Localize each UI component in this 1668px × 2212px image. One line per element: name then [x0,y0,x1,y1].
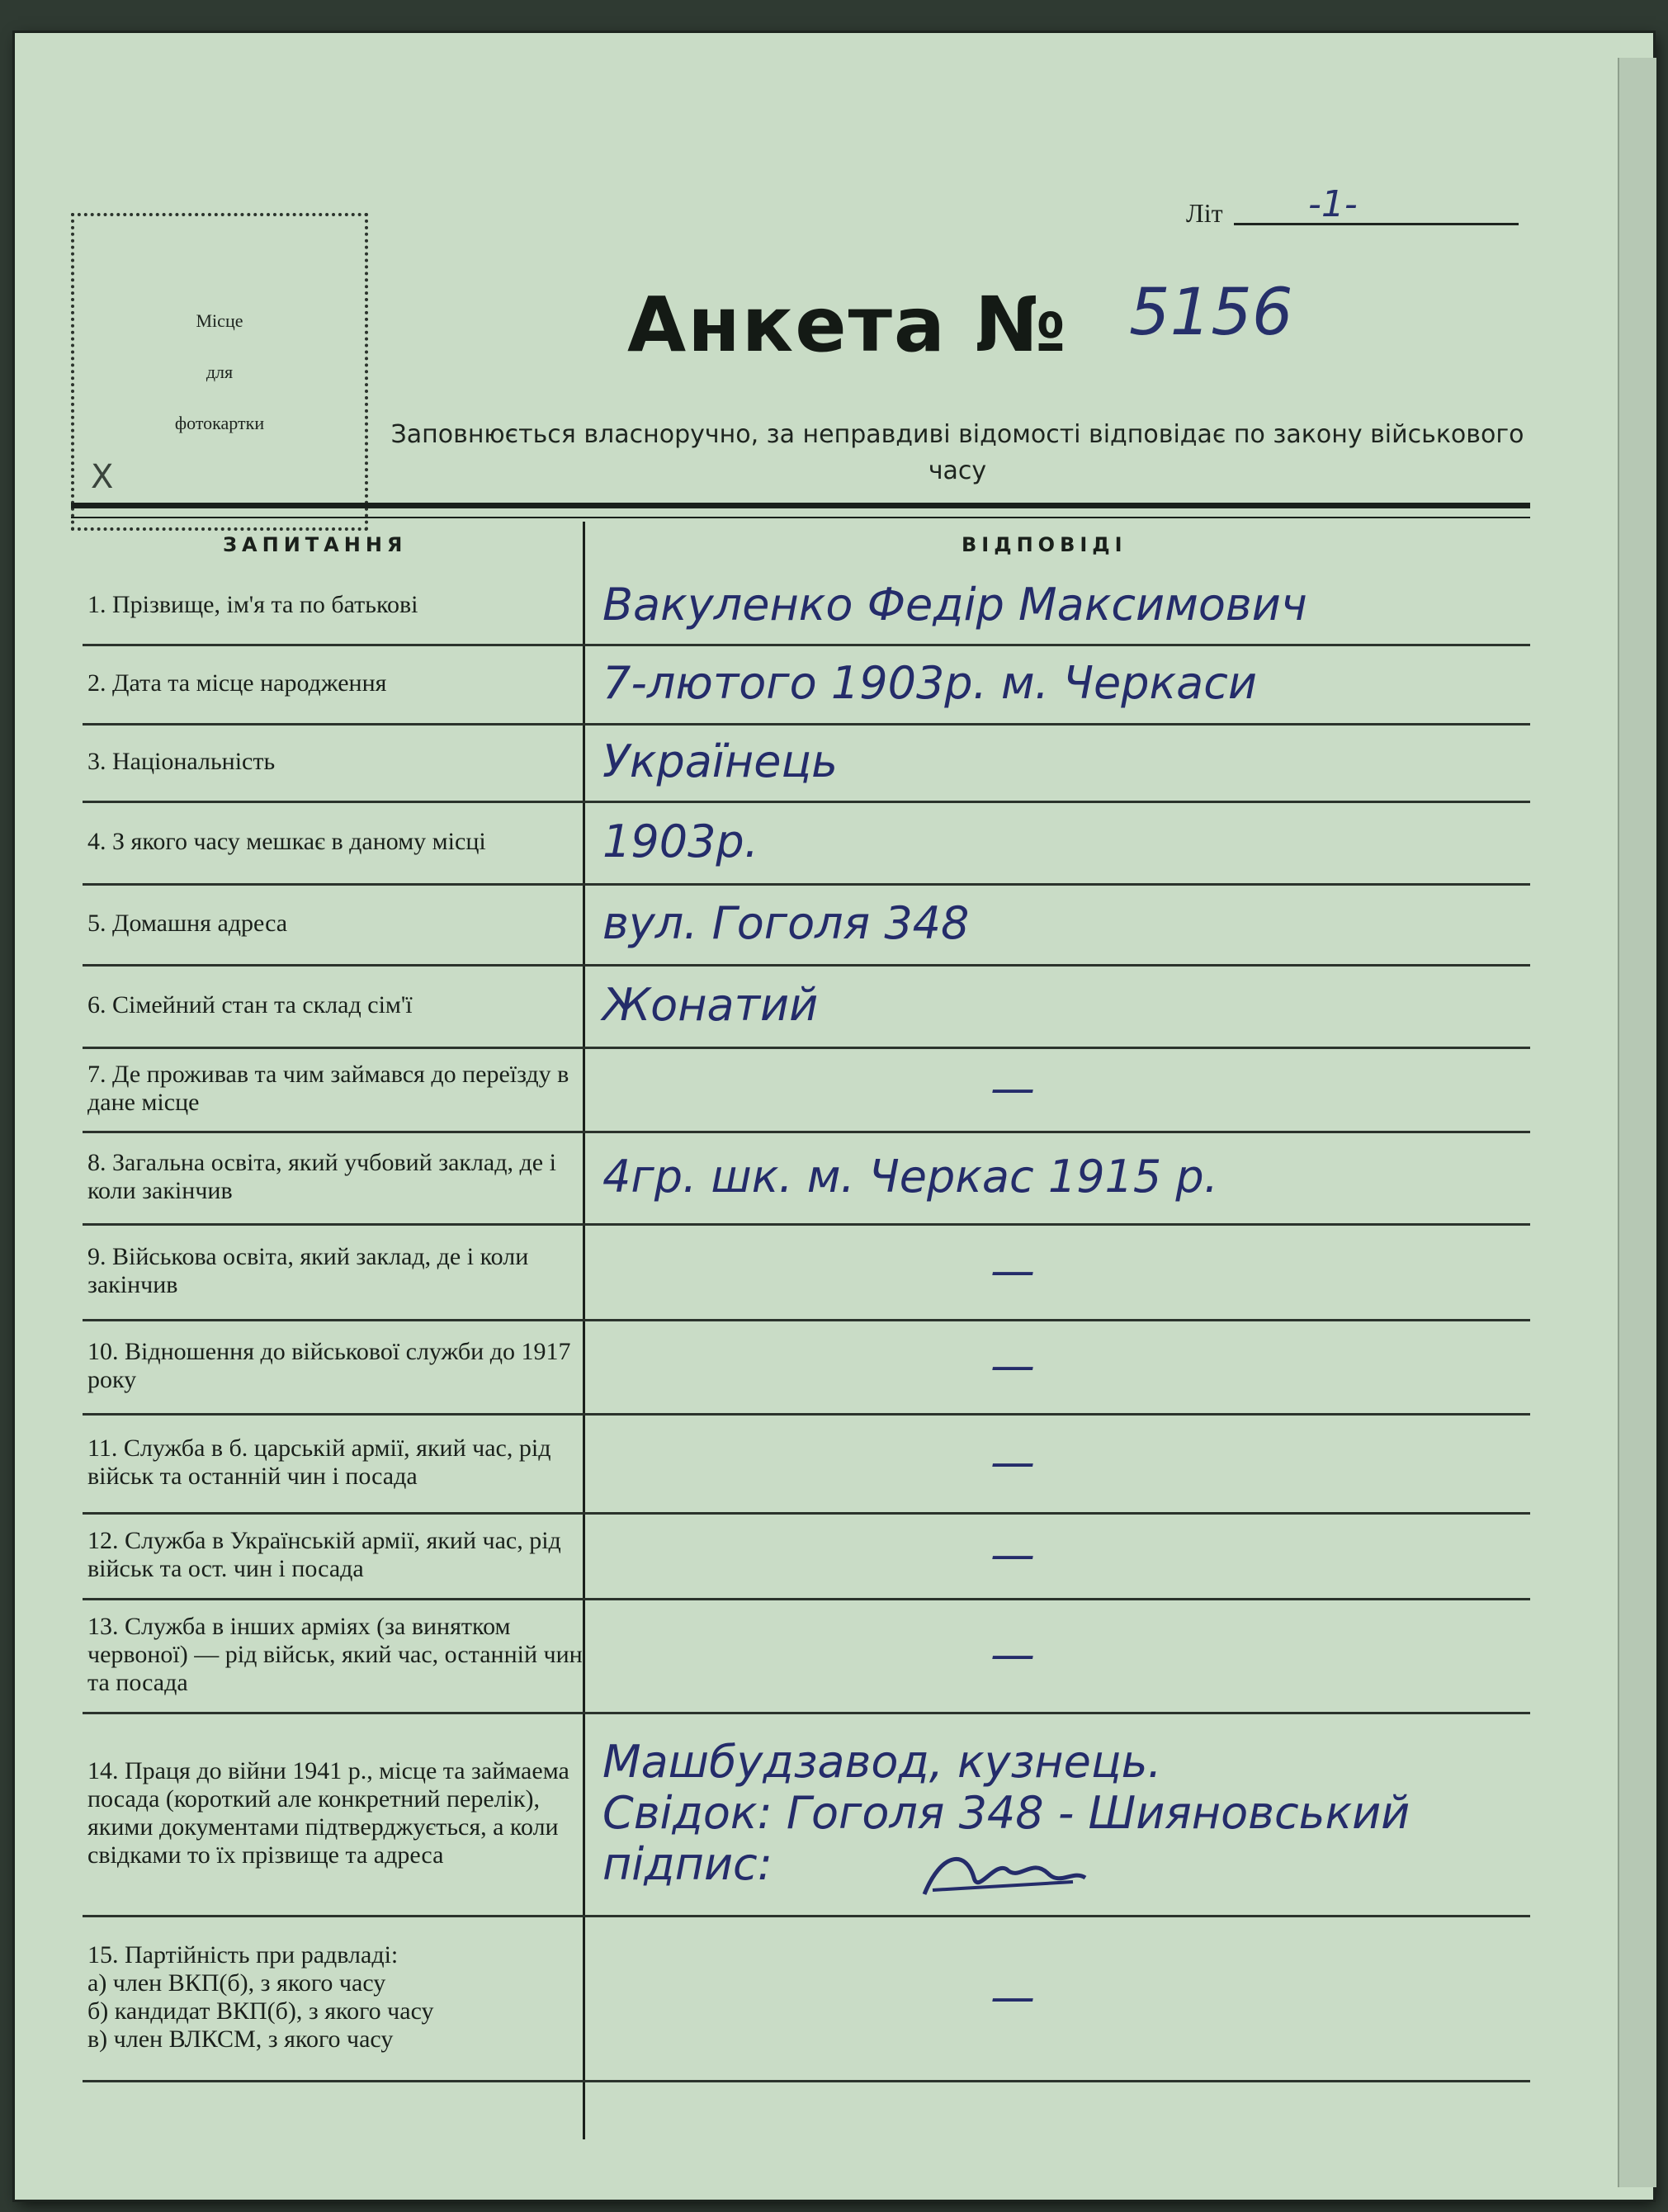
question-text: 11. Служба в б. царській армії, який час, рід військ та останній чин і посада [87,1434,551,1490]
photo-label-2: для [206,361,234,382]
question-cell [83,1319,583,1413]
table-row [83,1413,1530,1515]
question-text: 5. Домашня адреса [87,910,288,937]
answer-cell: Вакуленко Федір Максимович [602,579,1307,631]
answers-header: ВІДПОВІДІ [962,533,1127,556]
answer-cell: Українець [602,735,839,787]
answer-cell: Жонатий [602,979,819,1031]
question-cell [83,644,583,723]
question-text: 12. Служба в Українській армії, який час, рід військ та ост. чин і посада [87,1527,561,1582]
question-cell [83,723,583,801]
table-row [83,566,1530,646]
answer-cell: — [990,1340,1035,1392]
answer-cell: Машбудзавод, кузнець. Свідок: Гоголя 348 - Шияновський підпис: [602,1736,1410,1890]
table-row [83,1915,1530,2082]
photo-mark: X [91,458,114,496]
sheet-label: Літ [1186,198,1223,228]
table-row [83,1223,1530,1321]
table-row [83,964,1530,1049]
answer-cell: — [990,1628,1035,1680]
table-row [83,1047,1530,1133]
table-row [83,1712,1530,1917]
table-row [83,723,1530,803]
table-row [83,1598,1530,1714]
photo-label-3: фотокартки [174,412,265,433]
answer-cell: — [990,1062,1035,1114]
header-rule-thin [71,517,1530,518]
question-text: 8. Загальна освіта, який учбовий заклад, де і коли закінчив [87,1149,556,1204]
question-cell [83,964,583,1047]
question-text: 14. Праця до війни 1941 р., місце та займаема посада (короткий але конкретний перелік), якими документами підтверджується, а коли свідками то їх прізвище та адреса [87,1757,569,1869]
question-cell [83,1915,583,2080]
sheet-line [1234,223,1519,225]
answer-cell: вул. Гоголя 348 [602,897,970,949]
form-title: Анкета № [627,281,1068,369]
table-row [83,883,1530,967]
paper-edge [1618,58,1656,2187]
answer-cell: 7-лютого 1903р. м. Черкаси [602,657,1257,709]
question-text: 3. Національність [87,748,276,775]
question-text: 13. Служба в інших арміях (за винятком червоної) — рід військ, який час, останній чин та посада [87,1613,583,1696]
question-text: 4. З якого часу мешкає в даному місці [87,828,486,855]
answer-cell: — [990,1436,1035,1488]
question-cell [83,1223,583,1319]
question-cell [83,1047,583,1131]
question-text: 10. Відношення до військової служби до 1917 року [87,1338,571,1393]
table-row [83,801,1530,886]
question-cell [83,1131,583,1223]
question-text: 15. Партійність при радвладі: а) член ВКП(б), з якого часу б) кандидат ВКП(б), з якого часу в) член ВЛКСМ, з якого часу [87,1941,434,2053]
form-subtitle: Заповнюється власноручно, за неправдиві відомості відповідає по закону військового часу [390,420,1524,485]
question-text: 1. Прізвище, ім'я та по батькові [87,591,418,618]
question-text: 9. Військова освіта, який заклад, де і коли закінчив [87,1243,529,1298]
question-cell [83,1712,583,1915]
question-cell [83,1413,583,1512]
answer-cell: 4гр. шк. м. Черкас 1915 р. [602,1151,1218,1203]
answer-cell: — [990,1529,1035,1581]
signature [916,1845,1089,1907]
question-cell [83,1598,583,1712]
form-number: 5156 [1129,276,1293,350]
answer-cell: — [990,1245,1035,1297]
header-rule [71,503,1530,508]
question-cell [83,566,583,644]
question-cell [83,883,583,964]
answer-cell: — [990,1971,1035,2023]
table-row [83,1131,1530,1226]
question-cell [83,801,583,883]
question-text: 7. Де проживав та чим займався до переїзду в дане місце [87,1061,569,1116]
sheet-number: -1- [1308,183,1358,225]
photo-placeholder [71,213,368,531]
questions-header: ЗАПИТАННЯ [223,533,408,556]
table-row [83,1512,1530,1600]
question-text: 2. Дата та місце народження [87,669,387,697]
table-row [83,644,1530,726]
answer-cell: 1903р. [602,815,758,867]
question-text: 6. Сімейний стан та склад сім'ї [87,991,413,1019]
photo-label-1: Місце [196,310,243,331]
table-row [83,1319,1530,1416]
question-cell [83,1512,583,1598]
